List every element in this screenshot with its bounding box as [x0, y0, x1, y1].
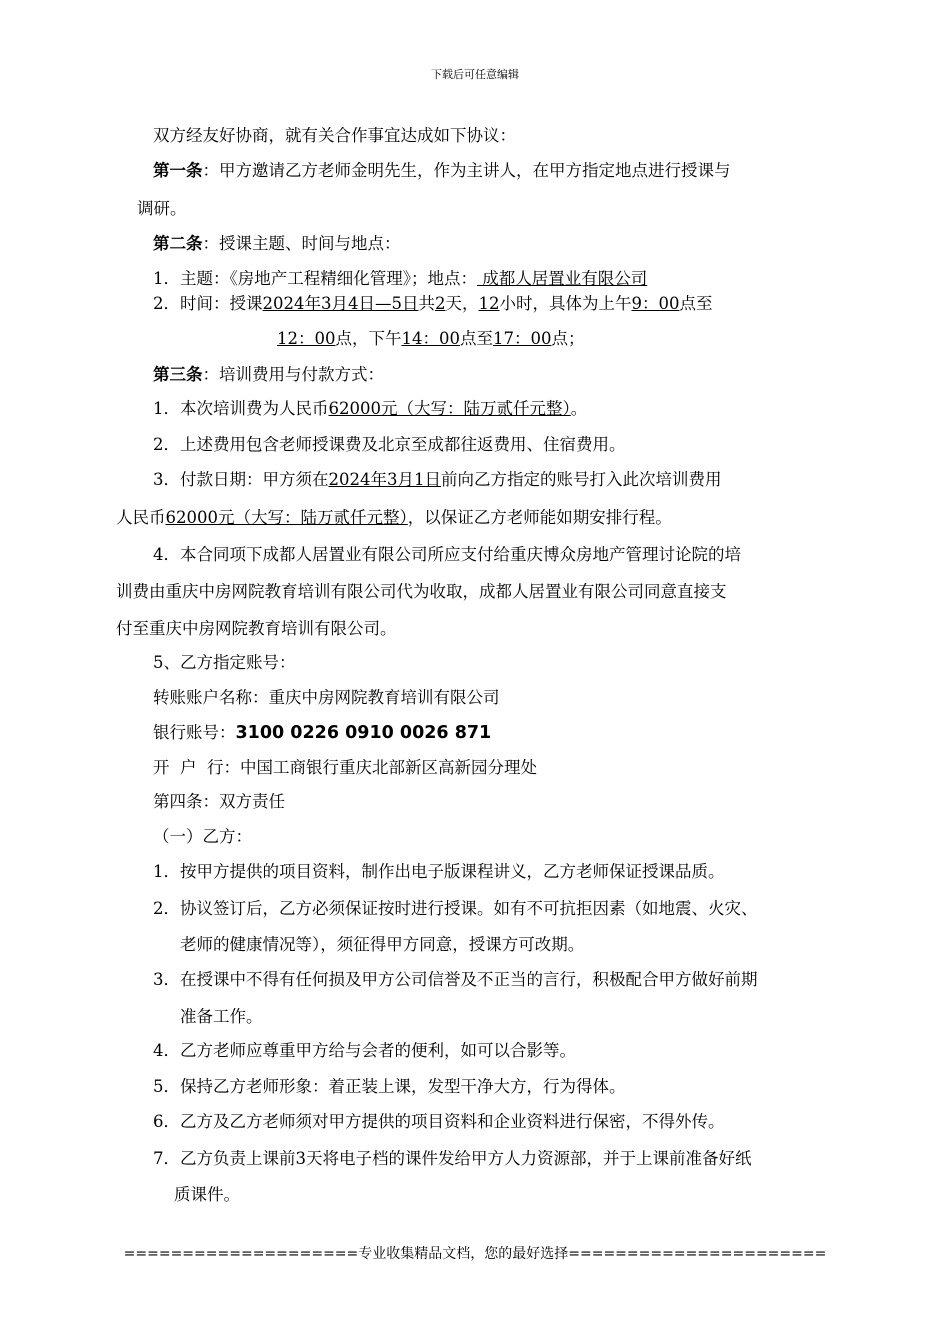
fee-line: 1．本次培训费为人民币62000元（大写：陆万贰仟元整）。	[153, 399, 588, 418]
location-value: 成都人居置业有限公司	[477, 269, 648, 288]
clause-4-line-1: 4．本合同项下成都人居置业有限公司所应支付给重庆博众房地产管理讨论院的培	[153, 545, 741, 564]
payment-date-cont: 人民币62000元（大写：陆万贰仟元整），以保证乙方老师能如期安排行程。	[116, 508, 672, 527]
duty-3-cont: 准备工作。	[180, 1007, 263, 1026]
account-bank: 开 户 行：中国工商银行重庆北部新区高新园分理处	[153, 758, 537, 777]
duty-7: 7．乙方负责上课前3天将电子档的课件发给甲方人力资源部，并于上课前准备好纸	[153, 1149, 752, 1168]
party-b-heading: （一）乙方：	[153, 827, 252, 846]
page-footer: ====================专业收集精品文档，您的最好选择======================	[123, 1246, 827, 1262]
account-name: 转账账户名称：重庆中房网院教育培训有限公司	[153, 688, 500, 707]
account-number: 银行账号：3100 0226 0910 0026 871	[153, 723, 492, 743]
duty-3: 3．在授课中不得有任何损及甲方公司信誉及不正当的言行，积极配合甲方做好前期	[153, 970, 758, 989]
article-1-cont: 调研。	[137, 199, 187, 218]
clause-4-line-3: 付至重庆中房网院教育培训有限公司。	[116, 619, 397, 638]
fee-includes-line: 2．上述费用包含老师授课费及北京至成都往返费用、住宿费用。	[153, 435, 626, 454]
time-line-cont: 12：00点，下午14：00点至17：00点；	[277, 329, 585, 348]
duty-4: 4．乙方老师应尊重甲方给与会者的便利，如可以合影等。	[153, 1041, 576, 1060]
duty-2-cont: 老师的健康情况等），须征得甲方同意，授课方可改期。	[180, 935, 585, 954]
article-4: 第四条：双方责任	[153, 792, 285, 811]
page-header: 下载后可任意编辑	[431, 68, 519, 81]
article-3-title: 第三条	[153, 365, 203, 384]
article-3: 第三条：培训费用与付款方式：	[153, 365, 384, 384]
account-number-value: 3100 0226 0910 0026 871	[235, 723, 492, 743]
article-2: 第二条：授课主题、时间与地点：	[153, 234, 401, 253]
topic-line: 1．主题：《房地产工程精细化管理》；地点： 成都人居置业有限公司	[153, 269, 648, 288]
duty-6: 6．乙方及乙方老师须对甲方提供的项目资料和企业资料进行保密，不得外传。	[153, 1112, 725, 1131]
clause-4-line-2: 训费由重庆中房网院教育培训有限公司代为收取，成都人居置业有限公司同意直接支	[116, 582, 727, 601]
time-line: 2．时间：授课2024年3月4日—5日共2天，12小时，具体为上午9：00点至	[153, 294, 713, 313]
article-1-title: 第一条	[153, 161, 203, 180]
duty-1: 1．按甲方提供的项目资料，制作出电子版课程讲义，乙方老师保证授课品质。	[153, 862, 725, 881]
duty-7-cont: 质课件。	[174, 1185, 240, 1204]
duty-2: 2．协议签订后，乙方必须保证按时进行授课。如有不可抗拒因素（如地震、火灾、	[153, 899, 758, 918]
article-2-title: 第二条	[153, 234, 203, 253]
intro-line: 双方经友好协商，就有关合作事宜达成如下协议：	[153, 126, 516, 145]
payment-date-line: 3．付款日期：甲方须在2024年3月1日前向乙方指定的账号打入此次培训费用	[153, 470, 722, 489]
account-heading: 5、乙方指定账号：	[153, 653, 296, 672]
duty-5: 5．保持乙方老师形象：着正装上课，发型干净大方，行为得体。	[153, 1077, 626, 1096]
article-1: 第一条：甲方邀请乙方老师金明先生，作为主讲人，在甲方指定地点进行授课与	[153, 161, 731, 180]
